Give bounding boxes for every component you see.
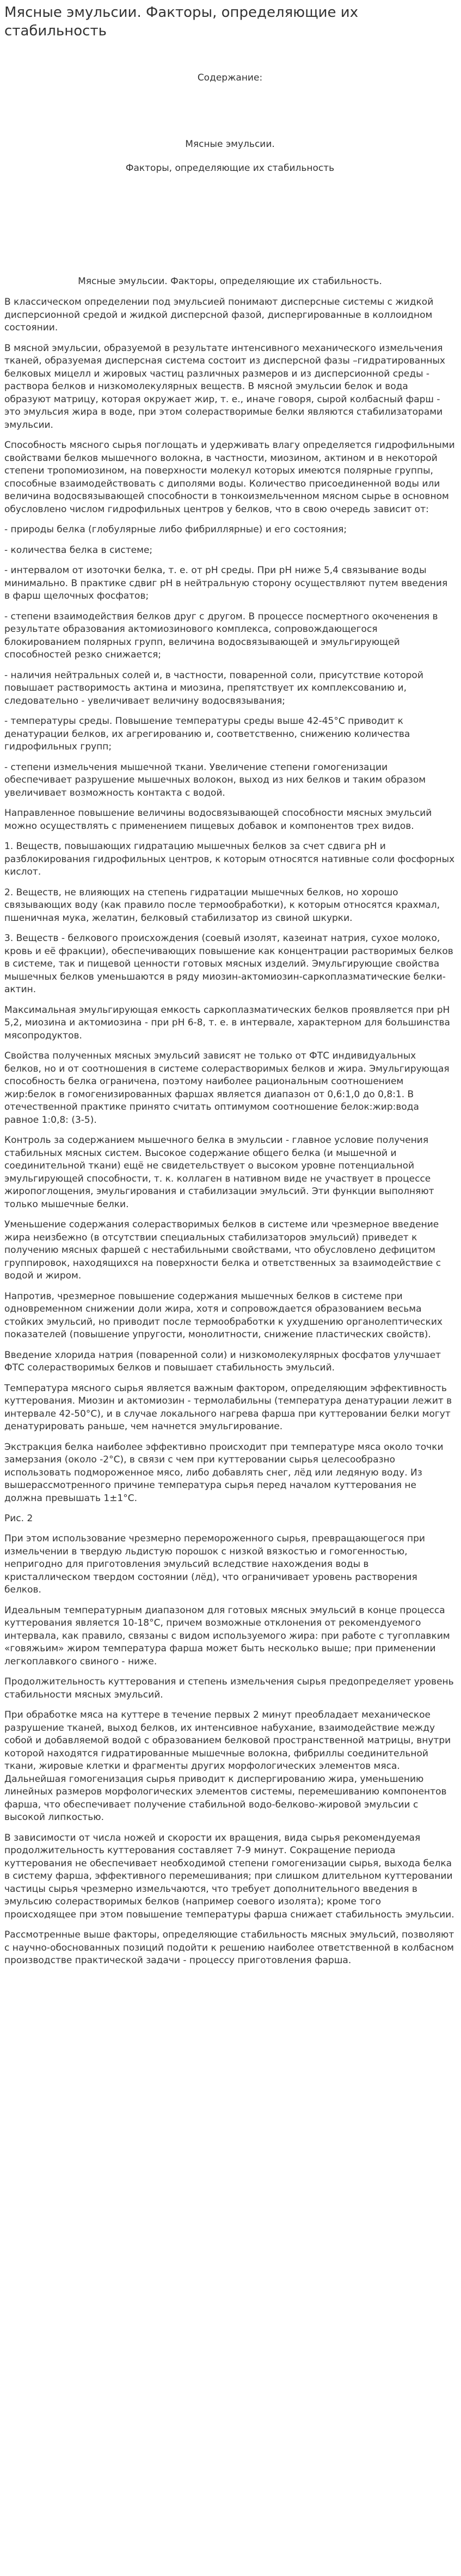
body-text-after-figure: [4, 1533, 456, 1968]
paragraph: - интервалом от изоточки белка, т. е. от рН среды. При рН ниже 5,4 связывание воды минимально. В практике сдвиг рН в нейтральную сторону осуществляют путем введения в фарш щелочных фосфатов;: [4, 565, 448, 601]
paragraph: Идеальным температурным диапазоном для готовых мясных эмульсий в конце процесса куттерования является 10-18°С, причем возможные отклонения от рекомендуемого интервала, как правило, связаны с видом используемого жира: при работе с тугоплавким «говяжьим» жиром температура фарша может быть несколько выше; при применении легкоплавкого свиного - ниже.: [4, 1604, 450, 1667]
paragraph: Уменьшение содержания солерастворимых белков в системе или чрезмерное введение жира неизбежно (в отсутствии специальных стабилизаторов эмульсий) приведет к получению мясных фаршей с нестабильными свойствами, что обусловлено дефицитом группировок, находящихся на поверхности белка и ответственных за взаимодействие с водой и жиром.: [4, 1219, 441, 1281]
section-heading: Мясные эмульсии. Факторы, определяющие их стабильность.: [78, 276, 382, 287]
document-title: Мясные эмульсии. Факторы, определяющие их стабильность: [4, 4, 359, 39]
paragraph: Температура мясного сырья является важным фактором, определяющим эффективность куттерования. Миозин и актомиозин - термолабильны (температура денатурации лежит в интервале 42-50°С), и в случае локального нагрева фарша при куттеровании белки могут денатурировать раньше, чем начнется эмульгирование.: [4, 1382, 452, 1432]
paragraph: Контроль за содержанием мышечного белка в эмульсии - главное условие получения стабильных мясных систем. Высокое содержание общего белка (и мышечной и соединительной ткани) ещё не свидетельствует о высоком уровне потенциальной эмульгирующей способности, т. к. коллаген в нативном виде не участвует в процессе жиропоглощения, эмульгирования и стабилизации эмульсий. Эти функции выполняют только мышечные белки.: [4, 1135, 434, 1210]
paragraph: Напротив, чрезмерное повышение содержания мышечных белков в системе при одновременном снижении доли жира, хотя и сопровождается образованием весьма стойких эмульсий, но приводит после термообработки к ухудшению органолептических показателей (повышение упругости, монолитности, снижение пластических свойств).: [4, 1290, 442, 1340]
paragraph: В мясной эмульсии, образуемой в результате интенсивного механического измельчения тканей, образуемая дисперсная система состоит из дисперсной фазы –гидратированных белковых мицелл и жировых частиц различных размеров и из дисперсионной среды - раствора белков и низкомолекулярных веществ. В мясной эмульсии белок и вода образуют матрицу, которая окружает жир, т. е., иначе говоря, сырой колбасный фарш - это эмульсия жира в воде, при этом солерастворимые белки являются стабилизаторами эмульсии.: [4, 342, 445, 431]
document-page: [0, 3, 461, 1986]
paragraph: Способность мясного сырья поглощать и удерживать влагу определяется гидрофильными свойствами белков мышечного волокна, в частности, миозином, актином и в некоторой степени тропомиозином, на поверхности молекул которых имеются полярные группы, способные взаимодействовать с диполями воды. Количество присоединенной воды или величина водосвязывающей способности в тонкоизмельченном мясном сырье в основном обусловлено числом гидрофильных центров у белков, что в свою очередь зависит от:: [4, 440, 455, 515]
paragraph: 3. Веществ - белкового происхождения (соевый изолят, казеинат натрия, сухое молоко, кровь и её фракции), обеспечивающих повышение как концентрации растворимых белков в системе, так и пищевой ценности готовых мясных изделий. Эмульгирующие свойства мышечных белков уменьшаются в ряду миозин-актомиозин-саркоплазматические белки-актин.: [4, 933, 453, 995]
paragraph: Продолжительность куттерования и степень измельчения сырья предопределяет уровень стабильности мясных эмульсий.: [4, 1676, 454, 1700]
paragraph: Свойства полученных мясных эмульсий зависят не только от ФТС индивидуальных белков, но и от соотношения в системе солерастворимых белков и жира. Эмульгирующая способность белка ограничена, поэтому наиболее рациональным соотношением жир:белок в гомогенизированных фаршах является диапазон от 0,6:1,0 до 0,8:1. В отечественной практике принято считать оптимумом соотношение белок:жир:вода равное 1:0,8: (3-5).: [4, 1050, 450, 1126]
cover-line: Факторы, определяющие их стабильность: [125, 163, 335, 174]
paragraph: Направленное повышение величины водосвязывающей способности мясных эмульсий можно осуществлять с применением пищевых добавок и компонентов трех видов.: [4, 808, 432, 832]
figure-caption: Рис. 2: [4, 1513, 33, 1524]
paragraph: - количества белка в системе;: [4, 544, 153, 556]
paragraph: Введение хлорида натрия (поваренной соли) и низкомолекулярных фосфатов улучшает ФТС солерастворимых белков и повышает стабильность эмульсий.: [4, 1349, 441, 1373]
contents-heading: Содержание:: [197, 72, 263, 83]
paragraph: - степени измельчения мышечной ткани. Увеличение степени гомогенизации обеспечивает разрушение мышечных волокон, выход из них белков и таким образом увеличивает возможность контакта с водой.: [4, 761, 426, 798]
body-text-before-figure: [4, 296, 456, 1505]
paragraph: Рассмотренные выше факторы, определяющие стабильность мясных эмульсий, позволяют с научно-обоснованных позиций подойти к решению наиболее ответственной в колбасном производстве практической задачи - процессу приготовления фарша.: [4, 1929, 454, 1966]
paragraph: - наличия нейтральных солей и, в частности, поваренной соли, присутствие которой повышает растворимость актина и миозина, препятствует их комплексованию и, следовательно - увеличивает величину водосвязывания;: [4, 669, 423, 706]
paragraph: - степени взаимодействия белков друг с другом. В процессе посмертного окоченения в результате образования актомиозинового комплекса, сопровождающегося блокированием полярных групп, величина водосвязывающей и эмульгирующей способностей резко снижается;: [4, 611, 438, 660]
paragraph: При обработке мяса на куттере в течение первых 2 минут преобладает механическое разрушение тканей, выход белков, их интенсивное набухание, взаимодействие между собой и добавляемой водой с образованием белковой пространственной матрицы, внутри которой находятся гидратированные мышечные волокна, фибриллы соединительной ткани, жировые клетки и фрагменты других морфологических элементов мяса. Дальнейшая гомогенизация сырья приводит к диспергированию жира, уменьшению линейных размеров морфологических элементов системы, перемешиванию компонентов фарша, что обеспечивает получение стабильной водо-белково-жировой эмульсии с высокой липкостью.: [4, 1710, 451, 1823]
paragraph: - температуры среды. Повышение температуры среды выше 42-45°С приводит к денатурации белков, их агрегированию и, соответственно, снижению количества гидрофильных групп;: [4, 716, 410, 752]
paragraph: - природы белка (глобулярные либо фибриллярные) и его состояния;: [4, 524, 347, 535]
paragraph: В зависимости от числа ножей и скорости их вращения, вида сырья рекомендуемая продолжительность куттерования составляет 7-9 минут. Сокращение периода куттерования не обеспечивает необходимой степени гомогенизации сырья, выхода белка в систему фарша, эффективного перемешивания; при слишком длительном куттеровании частицы сырья чрезмерно измельчаются, что требует дополнительного введения в эмульсию солерастворимых белков (например соевого изолята); кроме того происходящее при этом повышение температуры фарша снижает стабильность эмульсии.: [4, 1832, 454, 1920]
cover-line: Мясные эмульсии.: [185, 139, 275, 150]
paragraph: Экстракция белка наиболее эффективно происходит при температуре мяса около точки замерзания (около -2°С), в связи с чем при куттеровании сырья целесообразно использовать подмороженное мясо, либо добавлять снег, лёд или ледяную воду. Из вышерассмотренного причине температура сырья перед началом куттерования не должна превышать 1±1°С.: [4, 1441, 444, 1504]
paragraph: 1. Веществ, повышающих гидратацию мышечных белков за счет сдвига рН и разблокирования гидрофильных центров, к которым относятся нативные соли фосфорных кислот.: [4, 841, 455, 877]
paragraph: Максимальная эмульгирующая емкость саркоплазматических белков проявляется при рН 5,2, миозина и актомиозина - при рН 6-8, т. е. в интервале, характерном для большинства мясопродуктов.: [4, 1004, 450, 1041]
paragraph: 2. Веществ, не влияющих на степень гидратации мышечных белков, но хорошо связывающих воду (как правило после термообработки), к которым относятся крахмал, пшеничная мука, желатин, белковый стабилизатор из свиной шкурки.: [4, 887, 440, 924]
paragraph: При этом использование чрезмерно перемороженного сырья, превращающегося при измельчении в твердую льдистую порошок с низкой вязкостью и гомогенностью, непригодно для приготовления эмульсий вследствие нахождения воды в кристаллическом твердом состоянии (лёд), что ограничивает уровень растворения белков.: [4, 1533, 425, 1595]
cover-block: [4, 138, 456, 174]
paragraph: В классическом определении под эмульсией понимают дисперсные системы с жидкой дисперсионной средой и жидкой дисперсной фазой, диспергированные в коллоидном состоянии.: [4, 297, 434, 333]
